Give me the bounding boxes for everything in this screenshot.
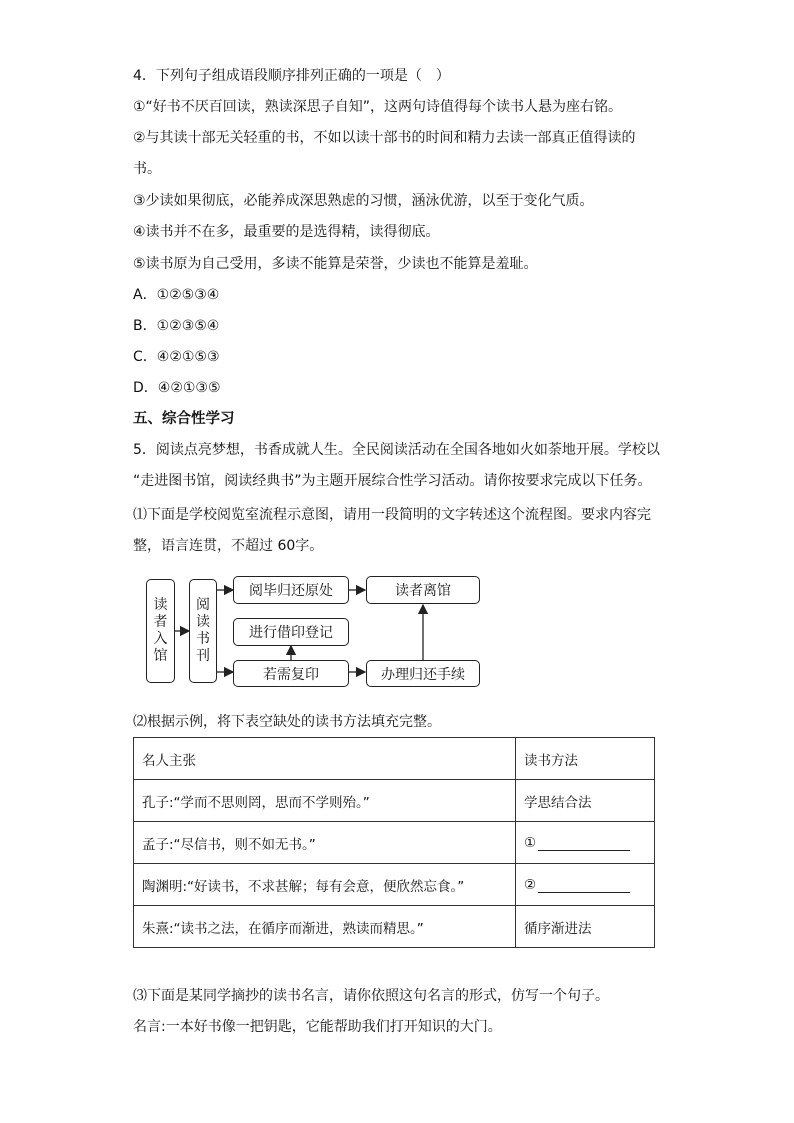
q5-part1-b: 整，语言连贯，不超过 60字。 [133,538,324,554]
box-reader-enters: 读 者 入 馆 [146,579,175,683]
q4-sentence-5: ⑤读书原为自己受用，多读不能算是荣誉，少读也不能算是羞耻。 [133,256,538,272]
claim-cell: 孔子:“学而不思则罔，思而不学则殆。” [134,780,516,822]
box-read-books: 阅 读 书 刊 [189,579,217,683]
claim-cell: 陶渊明:“好读书，不求甚解；每有会意，便欣然忘食。” [134,864,516,906]
reading-methods-table [133,737,655,948]
header-method: 读书方法 [516,738,655,780]
box-return-procedure: 办理归还手续 [366,660,480,687]
method-cell: 循序渐进法 [516,906,655,948]
q5-intro-2: “走进图书馆，阅读经典书”为主题开展综合性学习活动。请你按要求完成以下任务。 [133,473,652,489]
q4-sentence-2-cont: 书。 [133,161,161,177]
q5-part3: ⑶下面是某同学摘抄的读书名言，请你依照这句名言的形式，仿写一个句子。 [133,988,609,1004]
q5-part2: ⑵根据示例，将下表空缺处的读书方法填充完整。 [133,714,441,730]
box-need-copy: 若需复印 [233,660,349,687]
q4-sentence-3: ③少读如果彻底，必能养成深思熟虑的习惯，涵泳优游，以至于变化气质。 [133,193,594,209]
q4-sentence-4: ④读书并不在多，最重要的是选得精，读得彻底。 [133,224,440,240]
quote-line: 名言:一本好书像一把钥匙，它能帮助我们打开知识的大门。 [133,1019,502,1035]
method-blank-cell[interactable] [516,822,655,864]
q5-intro-1: 5．阅读点亮梦想，书香成就人生。全民阅读活动在全国各地如火如荼地开展。学校以 [133,442,660,458]
table-row [134,822,655,864]
q4-stem: 4．下列句子组成语段顺序排列正确的一项是（ ） [133,68,450,84]
section-title: 五、综合性学习 [133,411,235,427]
q4-option-a[interactable]: A．①②⑤③④ [133,287,220,303]
box-borrow-register: 进行借印登记 [233,618,349,646]
claim-cell: 孟子:“尽信书，则不如无书。” [134,822,516,864]
header-claim: 名人主张 [134,738,516,780]
blank-number: ② [524,876,537,893]
q4-option-c[interactable]: C．④②①⑤③ [133,349,220,365]
claim-cell: 朱熹:“读书之法，在循序而渐进，熟读而精思。” [134,906,516,948]
q4-option-b[interactable]: B．①②③⑤④ [133,318,220,334]
box-reader-leaves: 读者离馆 [366,576,480,604]
answer-blank-1[interactable] [538,837,630,851]
q5-part1-a: ⑴下面是学校阅览室流程示意图，请用一段简明的文字转述这个流程图。要求内容完 [133,507,651,523]
table-row [134,864,655,906]
method-blank-cell[interactable] [516,864,655,906]
table-row [134,780,655,822]
q4-option-d[interactable]: D．④②①③⑤ [133,380,221,396]
q4-sentence-1: ①“好书不厌百回读，熟读深思子自知”，这两句诗值得每个读书人悬为座右铭。 [133,99,623,115]
answer-blank-2[interactable] [538,879,630,893]
blank-number: ① [524,834,537,851]
q4-sentence-2: ②与其读十部无关轻重的书，不如以读十部书的时间和精力去读一部真正值得读的 [133,130,636,146]
method-cell: 学思结合法 [516,780,655,822]
box-return-after-reading: 阅毕归还原处 [233,576,349,604]
table-header-row [134,738,655,780]
table-row [134,906,655,948]
